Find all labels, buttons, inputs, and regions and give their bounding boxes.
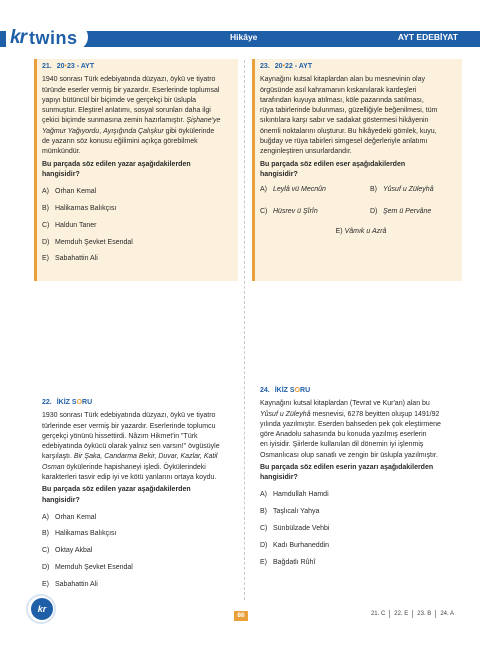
option-letter: D) [370,207,378,215]
stem-line: örgüsünde asıl kahramanın kıskanılarak kardeşleri [260,86,417,94]
twin-tag-text: İKİZ S [56,399,77,406]
stem-line [42,116,238,126]
stem-italic: Yûsuf u Züleyhâ [260,410,311,418]
subject-title: AYT EDEBİYAT [397,32,458,42]
option-letter: B) [42,204,49,212]
question-number: 23. [260,63,270,70]
option-letter: C) [260,207,268,215]
question-prompt [42,485,238,506]
answer-key-item: 21. C [370,611,386,617]
option-c[interactable] [42,221,238,231]
stem-line: yılında yazılmıştır. Eserden bahseden pek çok eleştirmene [260,420,441,428]
question-number: 21. [42,63,52,70]
option-letter: A) [42,513,49,521]
prompt-line: hangisidir? [260,474,298,482]
question-stem [260,399,462,461]
option-d[interactable] [370,207,480,217]
stem-line [260,410,462,420]
question-24 [260,386,462,568]
twin-tag-o: O [294,387,301,394]
question-header [260,386,462,396]
option-letter: C) [260,525,268,533]
stem-italic: Yağmur Yağıyordu [42,127,100,135]
prompt-line: Bu parçada söz edilen eser aşağıdakilerden [260,160,406,168]
prompt-line: Bu parçada söz edilen yazar aşağıdakilerden [42,486,191,494]
option-text: Oktay Akbal [55,547,93,555]
option-letter: B) [260,508,267,516]
question-header [260,62,462,72]
option-letter: E) [260,558,267,566]
question-stem [260,75,462,157]
stem-line: rüya tabirlerinde bulunması, güzelliğiyle beğenilmesi, tüm [260,107,438,115]
stem-italic: Bir Şaka, Candarma Bekir, Duvar, Kazlar, Katil [73,453,218,461]
option-c[interactable] [42,546,238,556]
option-text: Taşlıcalı Yahya [273,508,320,516]
option-b[interactable] [42,529,238,539]
option-text: Vâmık u Azrâ [344,227,387,235]
option-letter: C) [42,547,50,555]
option-text: Memduh Şevket Esendal [55,238,133,246]
option-text: Sabahattin Ali [55,581,98,589]
twin-tag-text: İKİZ S [274,387,295,394]
option-text: Halikarnas Balıkçısı [55,530,117,538]
stem-line: 1940 sonrası Türk edebiyatında düzyazı, öykü ve tiyatro [42,76,216,84]
twin-tag-text: RU [82,399,93,406]
stem-line: yapıyı bütüncül bir biçimde ve gerçekçi bir üslupla [42,96,197,104]
option-a[interactable] [42,513,238,523]
stem-line: göre Anadolu sahasında bu konuda yazılmış eserlerin [260,431,427,439]
stem-line: Kaynağını kutsal kitaplardan (Tevrat ve Kur'an) alan bu [260,400,430,408]
stem-line: türünde eserler vermiş bir yazardır. Eserlerinde toplumsal [42,86,220,94]
prompt-line: hangisidir? [260,170,298,178]
twin-tag-text: RU [300,387,311,394]
question-number: 24. [260,387,270,394]
stem-line: önemli noktalarını oluşturur. Bu hikâyedeki gömlek, kuyu, [260,127,437,135]
option-a[interactable] [260,185,370,195]
stem-text: gibi öykülerinde [163,127,215,135]
question-22 [42,398,238,590]
option-text: Memduh Şevket Esendal [55,564,133,572]
option-d[interactable] [260,541,462,551]
stem-line: mümkündür. [42,148,81,156]
stem-line: zenginleştiren unsurlardandır. [260,148,352,156]
stem-italic: Osman [42,463,65,471]
option-text: Bağdatlı Rûhî [273,558,316,566]
brand-logo [10,27,77,49]
option-d[interactable] [42,238,238,248]
logo-mark: kr [10,27,26,48]
option-letter: E) [335,227,343,235]
option-b[interactable] [260,507,462,517]
page-number: 86 [234,611,248,621]
exam-tag-year: 20 [274,63,283,70]
option-letter: A) [260,491,267,499]
option-letter: A) [260,186,267,194]
option-text: Sünbülzade Vehbi [273,525,330,533]
stem-line: türlerinde eser vermiş bir yazardır. Eserlerinde toplumcu [42,422,216,430]
question-prompt [260,463,462,484]
stem-italic: Ayışığında Çalışkur [103,127,164,135]
question-header [42,398,238,408]
option-a[interactable] [260,490,462,500]
stem-line: karakterleri tasvir edip iyi ve kötü yanlarını ortaya koydu. [42,474,217,482]
option-letter: B) [370,186,377,194]
stem-line: tarafından kuyuya atılması, köle pazarında satılması, [260,96,424,104]
question-stem [42,411,238,483]
stem-italic: Şişhane'ye [186,117,221,125]
option-text: Sabahattin Ali [55,255,98,263]
question-prompt [42,160,238,181]
option-e[interactable] [260,227,462,237]
twin-tag-o: O [76,399,83,406]
option-letter: D) [42,238,50,246]
option-e[interactable] [260,558,462,568]
option-e[interactable] [42,580,238,590]
option-e[interactable] [42,254,238,264]
option-text: Orhan Kemal [55,187,97,195]
stem-line: de yazarın söz konusu eğilimini açıkça görebilmek [42,138,198,146]
option-letter: D) [260,541,268,549]
option-text: Hüsrev ü Şîrîn [273,207,318,215]
option-text: Şem ü Pervâne [383,207,432,215]
option-letter: B) [42,530,49,538]
stem-line [42,452,238,462]
prompt-line: hangisidir? [42,170,80,178]
stem-line: Osmanlıcası olup sanatlı ve zengin bir üslupla yazılmıştır. [260,451,438,459]
option-d[interactable] [42,563,238,573]
option-c[interactable] [260,207,370,217]
option-letter: C) [42,221,50,229]
column-divider [244,60,245,600]
question-number: 22. [42,399,52,406]
prompt-line: Bu parçada söz edilen eserin yazarı aşağıdakilerden [260,464,434,472]
stem-line [42,127,238,137]
answer-key [367,610,458,618]
answer-key-item: 24. A [435,610,458,618]
exam-tag-dot: • [64,63,67,70]
options-grid [260,185,462,217]
option-b[interactable] [42,204,238,214]
option-letter: D) [42,564,50,572]
question-23 [260,62,462,237]
option-text: Orhan Kemal [55,513,97,521]
prompt-line: hangisidir? [42,496,80,504]
exam-tag-dot: • [282,63,285,70]
option-text: Haldun Taner [55,221,97,229]
stem-text: karşılaştı. [42,453,74,461]
stem-line: 1930 sonrası Türk edebiyatında düzyazı, öykü ve tiyatro [42,412,216,420]
option-text: Kadı Burhaneddin [273,541,330,549]
stem-line [42,463,238,473]
option-letter: E) [42,255,49,263]
logo-text: twins [28,27,78,48]
exam-tag-year: 20 [56,63,65,70]
option-text: Halikarnas Balıkçısı [55,204,117,212]
page-header [0,0,480,47]
footer-logo: kr [31,598,53,620]
stem-line: Kaynağını kutsal kitaplardan alan bu mesnevinin olay [260,76,425,84]
section-title: Hikâye [230,32,258,42]
option-text: Hamdullah Hamdi [273,491,329,499]
stem-line: sıkıntılara karşı sabır ve sadakat göstermesi hikâyenin [260,117,429,125]
option-text: Leylâ vü Mecnûn [273,186,326,194]
stem-line: edebiyatında öykücü olarak yalnız sen varsın!" övgüsüyle [42,443,220,451]
exam-tag-label: 22 - AYT [284,63,313,70]
option-letter: A) [42,187,49,195]
stem-line: gerçekçi yönünü hissettirdi. Nâzım Hikmet'in "Türk [42,432,198,440]
option-c[interactable] [260,524,462,534]
question-21 [42,62,238,265]
stem-line: sunmuştur. Eleştirel anlatımı, sosyal sorunları daha ilgi [42,107,211,115]
answer-key-item: 23. B [412,610,435,618]
answer-key-item: 22. E [389,610,412,618]
stem-text: mesnevisi, 6278 beyitten oluşup 1491/92 [310,410,440,418]
stem-line: en iyisidir. Şiirlerde kullanılan dil dönemin iyi işlenmiş [260,441,424,449]
question-stem [42,75,238,157]
question-prompt [260,160,462,181]
stem-text: , [99,127,104,135]
stem-text: öykülerinde hapishaneyi işledi. Öykülerindeki [64,463,206,471]
stem-line: buğday ve rüya tabirleri simgesel değerleriyle anlatımı [260,138,428,146]
option-a[interactable] [42,187,238,197]
option-b[interactable] [370,185,480,195]
exam-tag-label: 23 - AYT [66,63,95,70]
prompt-line: Bu parçada söz edilen yazar aşağıdakilerden [42,160,191,168]
option-text: Yûsuf u Züleyhâ [383,186,434,194]
question-header [42,62,238,72]
option-letter: E) [42,581,49,589]
stem-text: çekici biçimde sunmasına zemin hazırlamıştır. [42,117,185,125]
